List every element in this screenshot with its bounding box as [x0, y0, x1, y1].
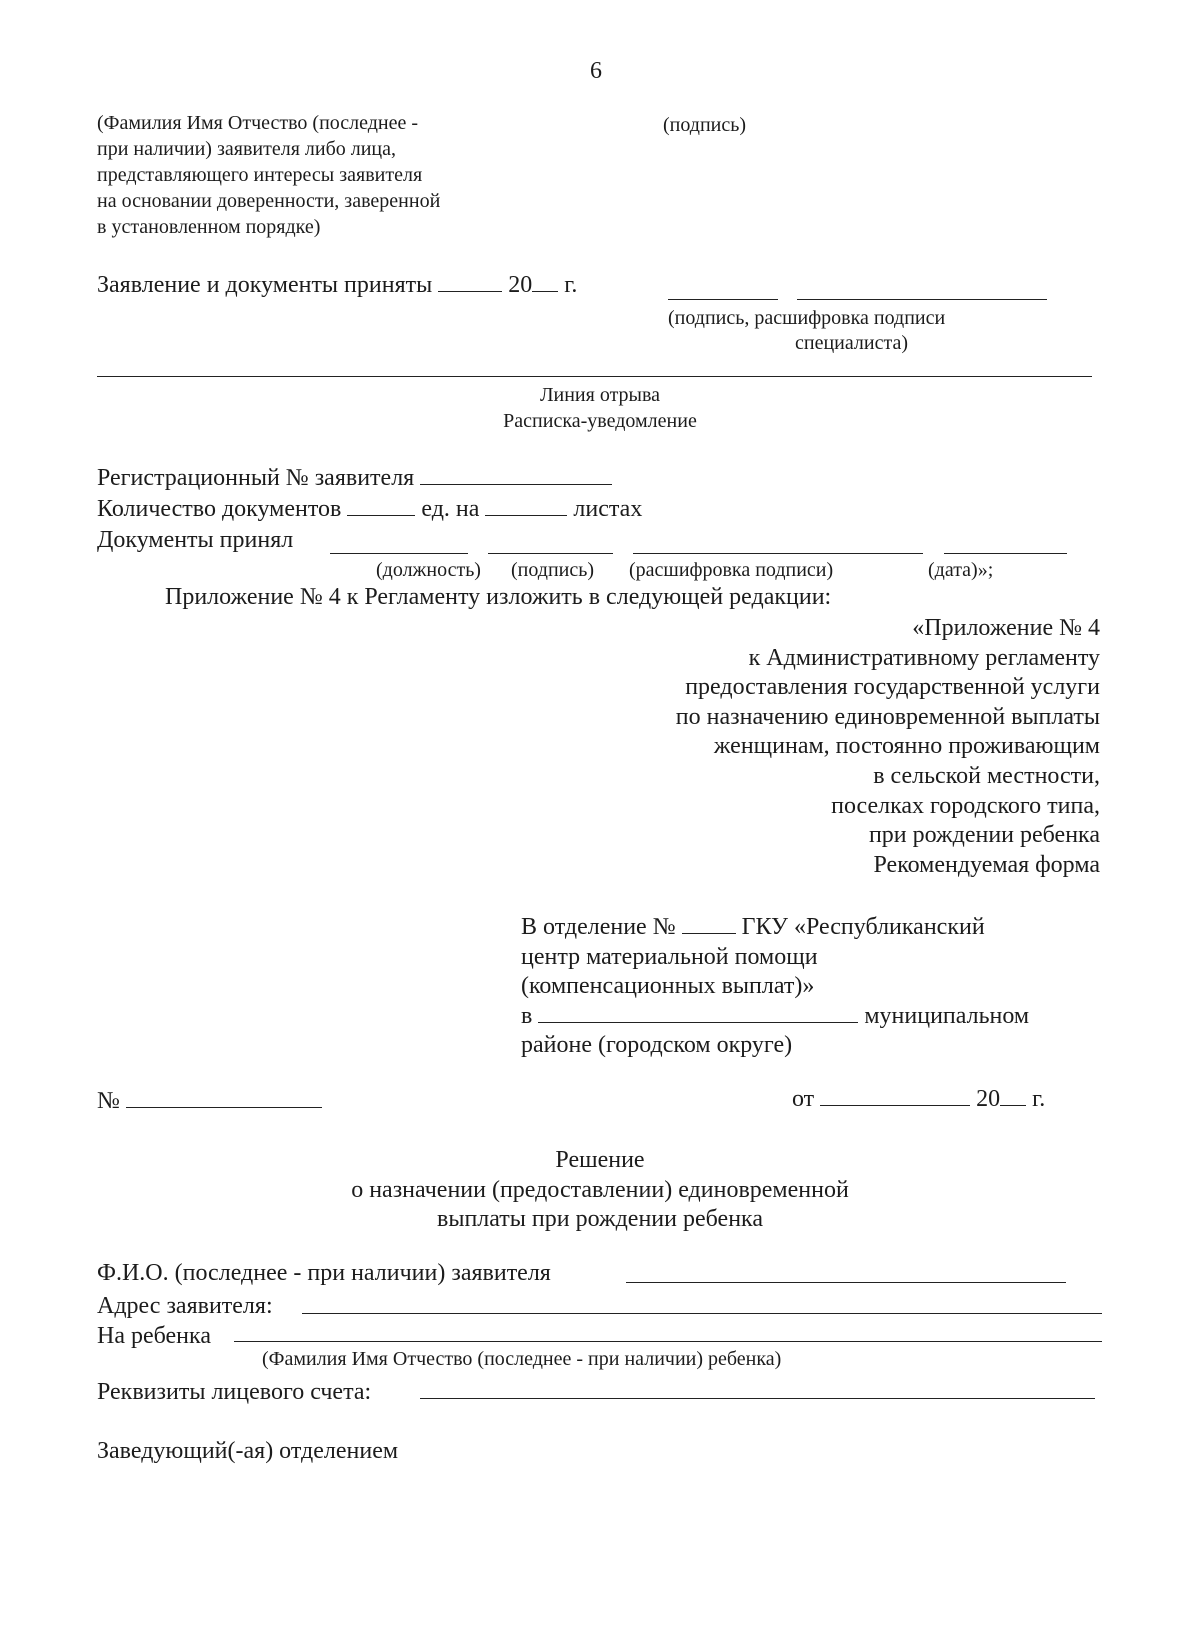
addressee-line-3: (компенсационных выплат)» [521, 973, 815, 999]
account-label: Реквизиты лицевого счета: [97, 1379, 372, 1405]
accepted-day-blank [438, 273, 502, 292]
docs-count-line [97, 494, 642, 524]
position-caption: (должность) [376, 559, 481, 581]
fio-caption-line: на основании доверенности, заверенной [97, 190, 441, 212]
docs-sheets-label: листах [573, 496, 643, 522]
addressee-org: ГКУ «Республиканский [741, 914, 985, 940]
addressee-line-4 [521, 1002, 1029, 1032]
transcript-blank [633, 553, 923, 554]
child-line [97, 1321, 211, 1351]
signature-caption-2: (подпись) [511, 559, 595, 581]
addressee-in: в [521, 1002, 533, 1029]
accepted-year-prefix: 20 [508, 272, 533, 298]
decision-title [0, 1146, 1200, 1235]
docs-units-label: ед. на [421, 496, 480, 522]
applicant-fio-blank [626, 1282, 1066, 1283]
sheets-count-blank [485, 497, 567, 516]
head-of-department: Заведующий(-ая) отделением [97, 1438, 399, 1464]
fio-caption-line: представляющего интересы заявителя [97, 164, 423, 186]
reg-number-blank [420, 466, 612, 485]
accepted-text: Заявление и документы приняты [97, 272, 433, 298]
addressee-line-5: районе (городском округе) [521, 1032, 793, 1058]
appendix-line: женщинам, постоянно проживающим [713, 733, 1100, 760]
reg-number-label: Регистрационный № заявителя [97, 465, 415, 491]
document-number-blank [126, 1089, 322, 1108]
document-date-line [792, 1084, 1045, 1114]
signature-blank [488, 553, 613, 554]
receipt-title: Расписка-уведомление [503, 410, 697, 432]
appendix-header [676, 614, 1100, 880]
date-caption: (дата)»; [928, 559, 994, 581]
date-year-blank [1000, 1087, 1026, 1106]
date-from-label: от [792, 1086, 815, 1112]
decision-title-line: о назначении (предоставлении) единовременной [351, 1176, 849, 1203]
fio-caption-line: (Фамилия Имя Отчество (последнее - [97, 112, 419, 134]
applicant-fio-line [97, 1258, 551, 1288]
document-date-blank [820, 1087, 970, 1106]
accepted-line [97, 270, 577, 300]
date-blank [944, 553, 1067, 554]
applicant-fio-label: Ф.И.О. (последнее - при наличии) заявителя [97, 1260, 551, 1286]
addressee-line-2: центр материальной помощи [521, 943, 818, 970]
addressee-line-1 [521, 913, 1029, 943]
specialist-caption-1: (подпись, расшифровка подписи [668, 307, 946, 329]
appendix-line: «Приложение № 4 [912, 615, 1100, 641]
applicant-address-line [97, 1291, 273, 1321]
decision-title-line: Решение [555, 1147, 645, 1173]
accepted-by-line [97, 525, 293, 555]
specialist-signature-blank [668, 299, 778, 300]
appendix-line: в сельской местности, [873, 762, 1100, 789]
date-year-suffix: г. [1032, 1086, 1046, 1112]
docs-count-blank [347, 497, 415, 516]
date-year-prefix: 20 [976, 1086, 1001, 1112]
accepted-year-blank [532, 273, 558, 292]
appendix-line: поселках городского типа, [831, 792, 1100, 819]
page-number: 6 [590, 58, 602, 84]
specialist-caption-2: специалиста) [795, 332, 908, 354]
child-caption: (Фамилия Имя Отчество (последнее - при наличии) ребенка) [262, 1348, 782, 1370]
municipality-blank [538, 1004, 858, 1023]
appendix-line: к Административному регламенту [748, 644, 1100, 671]
addressee-municipal: муниципальном [864, 1002, 1030, 1029]
appendix-line: предоставления государственной услуги [685, 674, 1100, 701]
tear-line-caption: Линия отрыва [539, 384, 661, 406]
addressee-block [521, 913, 1029, 1061]
docs-count-label: Количество документов [97, 496, 342, 522]
fio-caption-line: в установленном порядке) [97, 216, 321, 238]
accepted-year-suffix: г. [564, 272, 578, 298]
document-number-line [97, 1086, 322, 1116]
accepted-by-label: Документы принял [97, 527, 294, 553]
specialist-transcript-blank [797, 299, 1047, 300]
child-label: На ребенка [97, 1323, 211, 1349]
signature-caption: (подпись) [663, 114, 747, 136]
fio-caption-line: при наличии) заявителя либо лица, [97, 138, 397, 160]
applicant-address-blank [302, 1313, 1102, 1314]
transcript-caption: (расшифровка подписи) [629, 559, 834, 581]
amendment-text: Приложение № 4 к Регламенту изложить в следующей редакции: [165, 584, 832, 610]
child-blank [234, 1341, 1102, 1342]
form-type-label: Рекомендуемая форма [873, 851, 1100, 878]
addressee-prefix: В отделение № [521, 914, 676, 940]
fio-caption-block [97, 110, 440, 240]
department-number-blank [682, 915, 736, 934]
account-blank [420, 1398, 1095, 1399]
number-sign: № [97, 1088, 120, 1114]
appendix-line: при рождении ребенка [868, 822, 1100, 849]
applicant-address-label: Адрес заявителя: [97, 1293, 273, 1319]
decision-title-line: выплаты при рождении ребенка [437, 1206, 763, 1232]
appendix-line: по назначению единовременной выплаты [675, 703, 1100, 730]
reg-number-line [97, 463, 612, 493]
position-blank [330, 553, 468, 554]
tear-line [97, 376, 1092, 377]
account-line [97, 1377, 371, 1407]
